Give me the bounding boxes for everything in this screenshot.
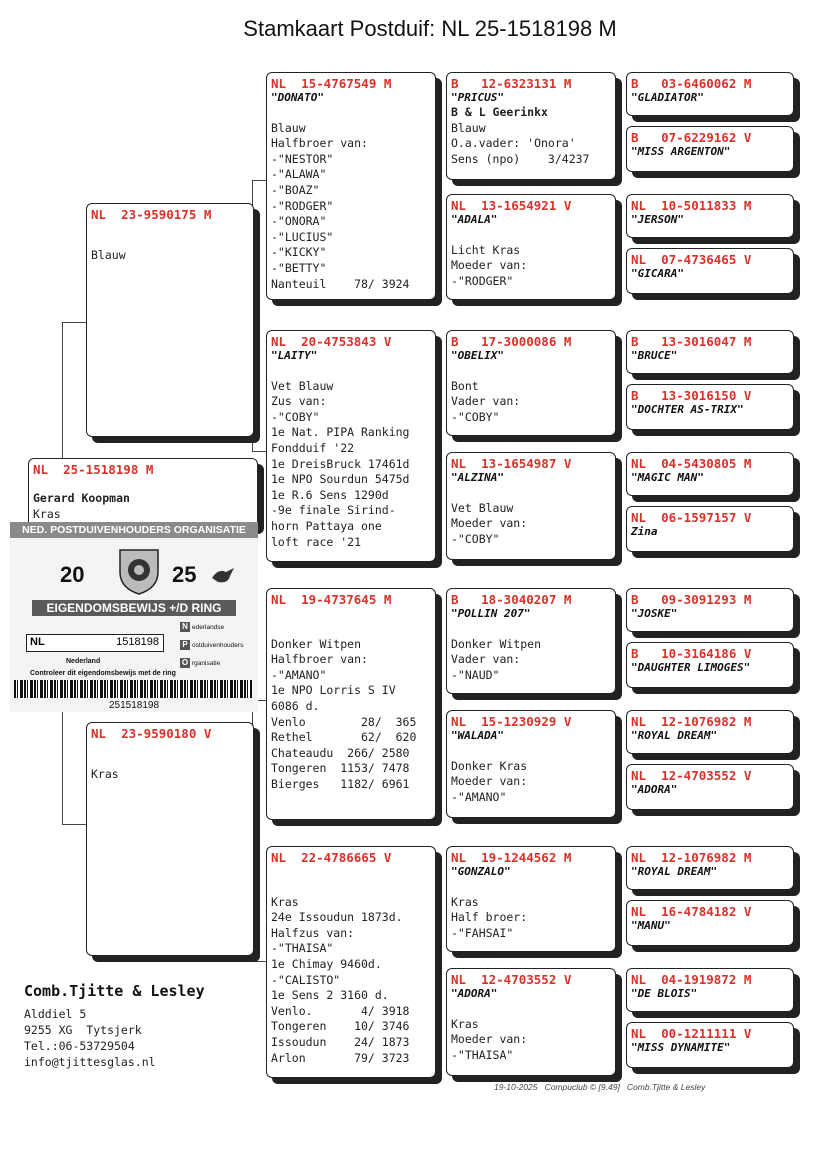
- info-line: Moeder van:: [451, 516, 528, 531]
- certificate-check-text: Controleer dit eigendomsbewijs met de ring: [30, 670, 176, 677]
- gen4-card: [626, 126, 794, 172]
- info-line: 1e R.6 Sens 1290d: [271, 487, 389, 502]
- ring: NL 07-4736465 V: [631, 252, 752, 267]
- ring: NL 00-1211111 V: [631, 1026, 752, 1041]
- ring: B 17-3000086 M: [451, 334, 572, 349]
- owner-address-2: 9255 XG Tytsjerk: [24, 1023, 142, 1037]
- grandparent-card: [266, 588, 436, 820]
- subject-card: [28, 458, 258, 528]
- info-line: Kras: [271, 894, 299, 909]
- grandparent-card: [266, 330, 436, 562]
- ring: NL 04-1919872 M: [631, 972, 752, 987]
- pigeon-name: "WALADA": [451, 729, 504, 742]
- info-line: 1e DreisBruck 17461d: [271, 456, 410, 471]
- pigeon-name: "DONATO": [271, 91, 324, 104]
- info-line: -"RODGER": [451, 273, 514, 288]
- footer: 19-10-2025 Compuclub © [9.49] Comb.Tjitte & Lesley: [494, 1082, 706, 1092]
- great-grandparent-card: [446, 710, 616, 818]
- pigeon-name: "ROYAL DREAM": [631, 729, 718, 742]
- owner-phone: Tel.:06-53729504: [24, 1039, 135, 1053]
- great-grandparent-card: [446, 72, 616, 180]
- gen4-card: [626, 764, 794, 810]
- certificate-ring-box: [26, 634, 164, 652]
- info-line: [451, 1001, 611, 1017]
- ring: B 12-6323131 M: [451, 76, 572, 91]
- info-line: Bont: [451, 378, 479, 393]
- certificate-banner: EIGENDOMSBEWIJS +/D RING: [32, 600, 236, 616]
- pigeon-name: "GICARA": [631, 267, 684, 280]
- pigeon-name: "MANU": [631, 919, 671, 932]
- gen4-card: [626, 330, 794, 374]
- great-grandparent-card: [446, 968, 616, 1076]
- info-line: Fondduif '22: [271, 440, 355, 455]
- info-line: [271, 105, 431, 121]
- info-line: [271, 363, 431, 379]
- pigeon-name: "DE BLOIS": [631, 987, 698, 1000]
- info-line: Nanteuil 78/ 3924: [271, 276, 410, 291]
- info-line: -"FAHSAI": [451, 925, 514, 940]
- info-line: -"THAISA": [451, 1047, 514, 1062]
- npo-logo-line-2: P ostduivenhouders: [180, 640, 243, 650]
- info-line: Issoudun 24/ 1873: [271, 1034, 410, 1049]
- npo-text-3: rganisatie: [192, 660, 221, 667]
- ring: B 18-3040207 M: [451, 592, 572, 607]
- subject-owner: Gerard Koopman: [33, 491, 130, 505]
- certificate-country: NL: [30, 636, 45, 648]
- info-line: Halfbroer van:: [271, 136, 368, 151]
- ring: NL 12-4703552 V: [631, 768, 752, 783]
- pigeon-name: Zina: [631, 525, 658, 538]
- info-line: [451, 743, 611, 759]
- pigeon-name: "BRUCE": [631, 349, 678, 362]
- certificate-year-left: 20: [60, 562, 85, 587]
- info-line: 1e NPO Sourdun 5475d: [271, 472, 410, 487]
- pigeon-name: [271, 865, 431, 879]
- info-line: Sens (npo) 3/4237: [451, 151, 590, 166]
- subject-ring: NL 25-1518198 M: [33, 462, 154, 477]
- info-line: -"AMANO": [271, 667, 327, 682]
- ring: NL 06-1597157 V: [631, 510, 752, 525]
- gen4-card: [626, 384, 794, 430]
- certificate-year-right: 25: [172, 562, 197, 587]
- info-line: 1e Chimay 9460d.: [271, 956, 382, 971]
- ring: B 10-3164186 V: [631, 646, 752, 661]
- subject-color: Kras: [33, 506, 61, 521]
- ring: B 13-3016047 M: [631, 334, 752, 349]
- gen4-card: [626, 588, 794, 632]
- owner-email: info@tjittesglas.nl: [24, 1055, 156, 1069]
- info-line: Tongeren 10/ 3746: [271, 1019, 410, 1034]
- info-line: -"THAISA": [271, 941, 334, 956]
- ring: B 03-6460062 M: [631, 76, 752, 91]
- ring: NL 22-4786665 V: [271, 850, 392, 865]
- ring: NL 15-1230929 V: [451, 714, 572, 729]
- info-line: -"NAUD": [451, 667, 500, 682]
- info-line: -9e finale Sirind-: [271, 503, 396, 518]
- gen4-card: [626, 194, 794, 238]
- info-line: -"BOAZ": [271, 182, 320, 197]
- gen4-card: [626, 452, 794, 496]
- gen4-card: [626, 846, 794, 890]
- dam-color: Kras: [91, 767, 119, 781]
- ring: NL 12-4703552 V: [451, 972, 572, 987]
- great-grandparent-card: [446, 846, 616, 952]
- info-line: Licht Kras: [451, 242, 521, 257]
- info-line: -"BETTY": [271, 260, 327, 275]
- connector-dam: [62, 824, 88, 825]
- info-line: Venlo. 4/ 3918: [271, 1003, 410, 1018]
- pigeon-name: "DOCHTER AS-TRIX": [631, 403, 744, 416]
- certificate-org: NED. POSTDUIVENHOUDERS ORGANISATIE: [10, 522, 258, 538]
- pigeon-name: "JERSON": [631, 213, 684, 226]
- info-line: -"CALISTO": [271, 972, 341, 987]
- info-line: loft race '21: [271, 534, 362, 549]
- barcode: [14, 680, 252, 698]
- certificate-nederland: Nederland: [66, 658, 101, 665]
- gen4-card: [626, 506, 794, 552]
- grandparent-card: [266, 72, 436, 300]
- breeder: B & L Geerinkx: [451, 105, 548, 119]
- ring: B 13-3016150 V: [631, 388, 752, 403]
- info-line: Moeder van:: [451, 1032, 528, 1047]
- ring: B 07-6229162 V: [631, 130, 752, 145]
- info-line: -"ALAWA": [271, 167, 327, 182]
- npo-text-2: ostduivenhouders: [192, 642, 244, 649]
- info-line: Arlon 79/ 3723: [271, 1050, 410, 1065]
- info-line: Zus van:: [271, 394, 327, 409]
- info-line: Donker Kras: [451, 758, 528, 773]
- info-line: Bierges 1182/ 6961: [271, 776, 410, 791]
- info-line: -"NESTOR": [271, 151, 334, 166]
- info-line: Kras: [451, 1016, 479, 1031]
- info-line: [271, 621, 431, 637]
- ring-certificate: [10, 522, 258, 712]
- ring: NL 19-1244562 M: [451, 850, 572, 865]
- info-line: 6086 d.: [271, 698, 320, 713]
- ring: NL 19-4737645 M: [271, 592, 392, 607]
- pigeon-name: "ADORA": [631, 783, 678, 796]
- info-line: -"COBY": [271, 409, 320, 424]
- ring: NL 12-1076982 M: [631, 850, 752, 865]
- info-line: Blauw: [451, 120, 486, 135]
- gen4-card: [626, 968, 794, 1012]
- pigeon-name: "GLADIATOR": [631, 91, 704, 104]
- info-line: Venlo 28/ 365: [271, 714, 417, 729]
- gen4-card: [626, 248, 794, 294]
- info-line: -"KICKY": [271, 245, 327, 260]
- pigeon-name: "LAITY": [271, 349, 318, 362]
- info-line: Halfzus van:: [271, 925, 355, 940]
- dam-card: [86, 722, 254, 956]
- ring: NL 04-5430805 M: [631, 456, 752, 471]
- sire-ring: NL 23-9590175 M: [91, 207, 212, 222]
- info-line: [451, 485, 611, 501]
- info-line: Moeder van:: [451, 774, 528, 789]
- info-line: Donker Witpen: [271, 636, 362, 651]
- info-line: Chateaudu 266/ 2580: [271, 745, 410, 760]
- pigeon-name: "OBELIX": [451, 349, 504, 362]
- info-line: -"COBY": [451, 409, 500, 424]
- info-line: [451, 227, 611, 243]
- info-line: 1e NPO Lorris S IV: [271, 683, 396, 698]
- info-line: Moeder van:: [451, 258, 528, 273]
- info-line: Vader van:: [451, 652, 521, 667]
- info-line: horn Pattaya one: [271, 518, 382, 533]
- npo-logo-line-3: O rganisatie: [181, 658, 221, 667]
- info-line: Rethel 62/ 620: [271, 730, 417, 745]
- ring: B 09-3091293 M: [631, 592, 752, 607]
- connector-sire-children: [252, 180, 267, 452]
- info-line: Tongeren 1153/ 7478: [271, 761, 410, 776]
- pigeon-name: "POLLIN 207": [451, 607, 531, 620]
- connector-dam-children: [252, 700, 267, 962]
- connector-sire: [62, 322, 88, 323]
- dove-icon: [210, 566, 236, 586]
- info-line: 24e Issoudun 1873d.: [271, 910, 403, 925]
- npo-text-1: ederlandse: [192, 624, 225, 631]
- barcode-number: 251518198: [108, 700, 160, 711]
- pigeon-name: "MAGIC MAN": [631, 471, 704, 484]
- ring: NL 13-1654921 V: [451, 198, 572, 213]
- pigeon-name: "GONZALO": [451, 865, 511, 878]
- pigeon-name: "MISS ARGENTON": [631, 145, 731, 158]
- info-line: [451, 879, 611, 895]
- info-line: -"COBY": [451, 531, 500, 546]
- gen4-card: [626, 710, 794, 754]
- info-line: 1e Sens 2 3160 d.: [271, 988, 389, 1003]
- page-title: Stamkaart Postduif: NL 25-1518198 M: [243, 16, 617, 41]
- info-line: O.a.vader: 'Onora': [451, 136, 576, 151]
- info-line: -"RODGER": [271, 198, 334, 213]
- info-line: Half broer:: [451, 910, 528, 925]
- dam-ring: NL 23-9590180 V: [91, 726, 212, 741]
- pigeon-name: [271, 607, 431, 621]
- info-line: -"ONORA": [271, 214, 327, 229]
- great-grandparent-card: [446, 588, 616, 694]
- info-line: Donker Witpen: [451, 636, 542, 651]
- ring: NL 13-1654987 V: [451, 456, 572, 471]
- info-line: -"LUCIUS": [271, 229, 334, 244]
- info-line: Halfbroer van:: [271, 652, 368, 667]
- great-grandparent-card: [446, 330, 616, 436]
- npo-logo-line-1: N ederlandse: [180, 622, 224, 632]
- grandparent-card: [266, 846, 436, 1078]
- gen4-card: [626, 642, 794, 688]
- info-line: [271, 879, 431, 895]
- gen4-card: [626, 1022, 794, 1068]
- pigeon-name: "ADALA": [451, 213, 498, 226]
- owner-address-1: Alddiel 5: [24, 1007, 87, 1021]
- info-line: 1e Nat. PIPA Ranking: [271, 425, 410, 440]
- info-line: Vet Blauw: [451, 500, 514, 515]
- gen4-card: [626, 900, 794, 946]
- lion-crest-icon: [116, 546, 162, 596]
- ring: NL 16-4784182 V: [631, 904, 752, 919]
- info-line: [451, 363, 611, 379]
- info-line: Vader van:: [451, 394, 521, 409]
- ring: NL 15-4767549 M: [271, 76, 392, 91]
- info-line: Vet Blauw: [271, 378, 334, 393]
- info-line: -"AMANO": [451, 789, 507, 804]
- great-grandparent-card: [446, 452, 616, 560]
- pigeon-name: "MISS DYNAMITE": [631, 1041, 731, 1054]
- pigeon-name: "PRICUS": [451, 91, 504, 104]
- ring: NL 20-4753843 V: [271, 334, 392, 349]
- certificate-number: 1518198: [116, 636, 159, 648]
- info-line: [451, 621, 611, 637]
- pigeon-name: "ALZINA": [451, 471, 504, 484]
- pigeon-name: "ROYAL DREAM": [631, 865, 718, 878]
- pigeon-name: "ADORA": [451, 987, 498, 1000]
- info-line: Kras: [451, 894, 479, 909]
- ring: NL 12-1076982 M: [631, 714, 752, 729]
- info-line: Blauw: [271, 120, 306, 135]
- pigeon-name: "DAUGHTER LIMOGES": [631, 661, 751, 674]
- sire-color: Blauw: [91, 248, 126, 262]
- gen4-card: [626, 72, 794, 116]
- ring: NL 10-5011833 M: [631, 198, 752, 213]
- great-grandparent-card: [446, 194, 616, 300]
- pigeon-name: "JOSKE": [631, 607, 678, 620]
- owner-block: [24, 982, 205, 1070]
- owner-name: Comb.Tjitte & Lesley: [24, 982, 205, 1000]
- sire-card: [86, 203, 254, 437]
